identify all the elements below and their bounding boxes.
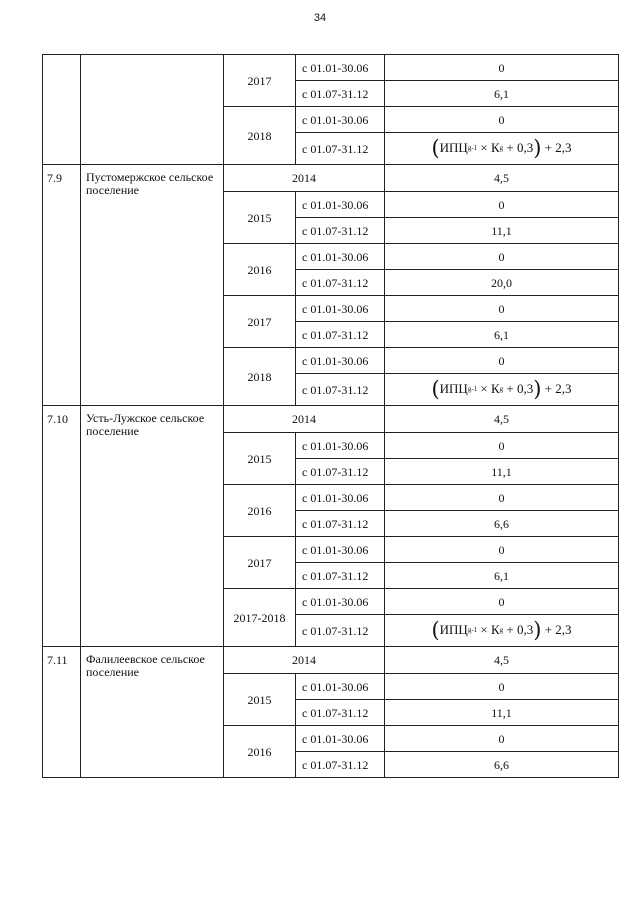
value-cell: 0 [385,192,619,218]
section-number: 7.10 [43,406,81,647]
period-cell: с 01.07-31.12 [296,374,385,406]
left-paren: ( [431,618,440,642]
formula-add: + 2,3 [544,381,572,396]
period-cell: с 01.07-31.12 [296,752,385,778]
formula-coef-sub: g [499,144,504,152]
base-value: 4,5 [385,406,619,433]
right-paren: ) [533,377,542,401]
period-cell: с 01.01-30.06 [296,348,385,374]
period-cell: с 01.07-31.12 [296,81,385,107]
year-cell: 2018 [224,107,296,165]
value-cell: 0 [385,244,619,270]
period-cell: с 01.07-31.12 [296,218,385,244]
year-cell: 2018 [224,348,296,406]
year-cell: 2015 [224,433,296,485]
formula-tail: + 0,3 [506,140,534,155]
value-cell [385,615,619,647]
period-cell: с 01.01-30.06 [296,55,385,81]
formula-main: ИПЦ [439,381,468,396]
value-cell: 6,6 [385,511,619,537]
section-name [81,55,224,165]
period-cell: с 01.01-30.06 [296,192,385,218]
formula-coef: К [491,622,500,637]
value-cell: 20,0 [385,270,619,296]
period-cell: с 01.07-31.12 [296,270,385,296]
section-number: 7.9 [43,165,81,406]
table-row [43,165,619,192]
year-cell: 2016 [224,244,296,296]
right-paren: ) [533,136,542,160]
year-cell: 2016 [224,485,296,537]
period-cell: с 01.01-30.06 [296,589,385,615]
value-cell: 0 [385,348,619,374]
formula-tail: + 0,3 [506,381,534,396]
period-cell: с 01.07-31.12 [296,459,385,485]
tariff-table [42,54,619,778]
year-cell: 2017 [224,296,296,348]
period-cell: с 01.07-31.12 [296,511,385,537]
value-cell: 0 [385,433,619,459]
year-cell: 2017 [224,537,296,589]
section-number: 7.11 [43,647,81,778]
page-number: 34 [313,12,327,24]
value-cell [385,133,619,165]
formula [431,136,572,160]
formula-sub: g-1 [467,626,478,634]
formula-sub: g-1 [467,385,478,393]
period-cell: с 01.01-30.06 [296,674,385,700]
year-cell: 2015 [224,674,296,726]
value-cell: 0 [385,55,619,81]
value-cell: 0 [385,296,619,322]
year-cell: 2017 [224,55,296,107]
value-cell: 11,1 [385,700,619,726]
value-cell [385,374,619,406]
value-cell: 0 [385,726,619,752]
base-year: 2014 [224,647,385,674]
table-row [43,55,619,81]
value-cell: 0 [385,537,619,563]
formula-main: ИПЦ [439,622,468,637]
period-cell: с 01.01-30.06 [296,107,385,133]
year-cell: 2017-2018 [224,589,296,647]
base-year: 2014 [224,165,385,192]
section-name: Усть-Лужское сельское поселение [81,406,224,647]
period-cell: с 01.07-31.12 [296,563,385,589]
left-paren: ( [431,136,440,160]
formula-main: ИПЦ [439,140,468,155]
value-cell: 6,1 [385,81,619,107]
section-number [43,55,81,165]
value-cell: 11,1 [385,218,619,244]
section-name: Фалилеевское сельское поселение [81,647,224,778]
times-sign: × [477,140,491,155]
section-name: Пустомержское сельское поселение [81,165,224,406]
times-sign: × [477,381,491,396]
period-cell: с 01.01-30.06 [296,244,385,270]
value-cell: 0 [385,485,619,511]
period-cell: с 01.07-31.12 [296,322,385,348]
value-cell: 6,1 [385,322,619,348]
period-cell: с 01.01-30.06 [296,537,385,563]
formula [431,618,572,642]
period-cell: с 01.07-31.12 [296,133,385,165]
formula-coef-sub: g [499,626,504,634]
formula-coef: К [491,381,500,396]
value-cell: 0 [385,674,619,700]
year-cell: 2016 [224,726,296,778]
period-cell: с 01.01-30.06 [296,433,385,459]
period-cell: с 01.07-31.12 [296,615,385,647]
base-value: 4,5 [385,165,619,192]
year-cell: 2015 [224,192,296,244]
formula-tail: + 0,3 [506,622,534,637]
period-cell: с 01.01-30.06 [296,726,385,752]
value-cell: 0 [385,589,619,615]
formula-coef: К [491,140,500,155]
formula-coef-sub: g [499,385,504,393]
right-paren: ) [533,618,542,642]
value-cell: 6,6 [385,752,619,778]
period-cell: с 01.01-30.06 [296,296,385,322]
value-cell: 6,1 [385,563,619,589]
base-value: 4,5 [385,647,619,674]
period-cell: с 01.01-30.06 [296,485,385,511]
formula-sub: g-1 [467,144,478,152]
value-cell: 0 [385,107,619,133]
table-row [43,406,619,433]
formula [431,377,572,401]
value-cell: 11,1 [385,459,619,485]
period-cell: с 01.07-31.12 [296,700,385,726]
table-row [43,647,619,674]
left-paren: ( [431,377,440,401]
formula-add: + 2,3 [544,622,572,637]
times-sign: × [477,622,491,637]
formula-add: + 2,3 [544,140,572,155]
base-year: 2014 [224,406,385,433]
